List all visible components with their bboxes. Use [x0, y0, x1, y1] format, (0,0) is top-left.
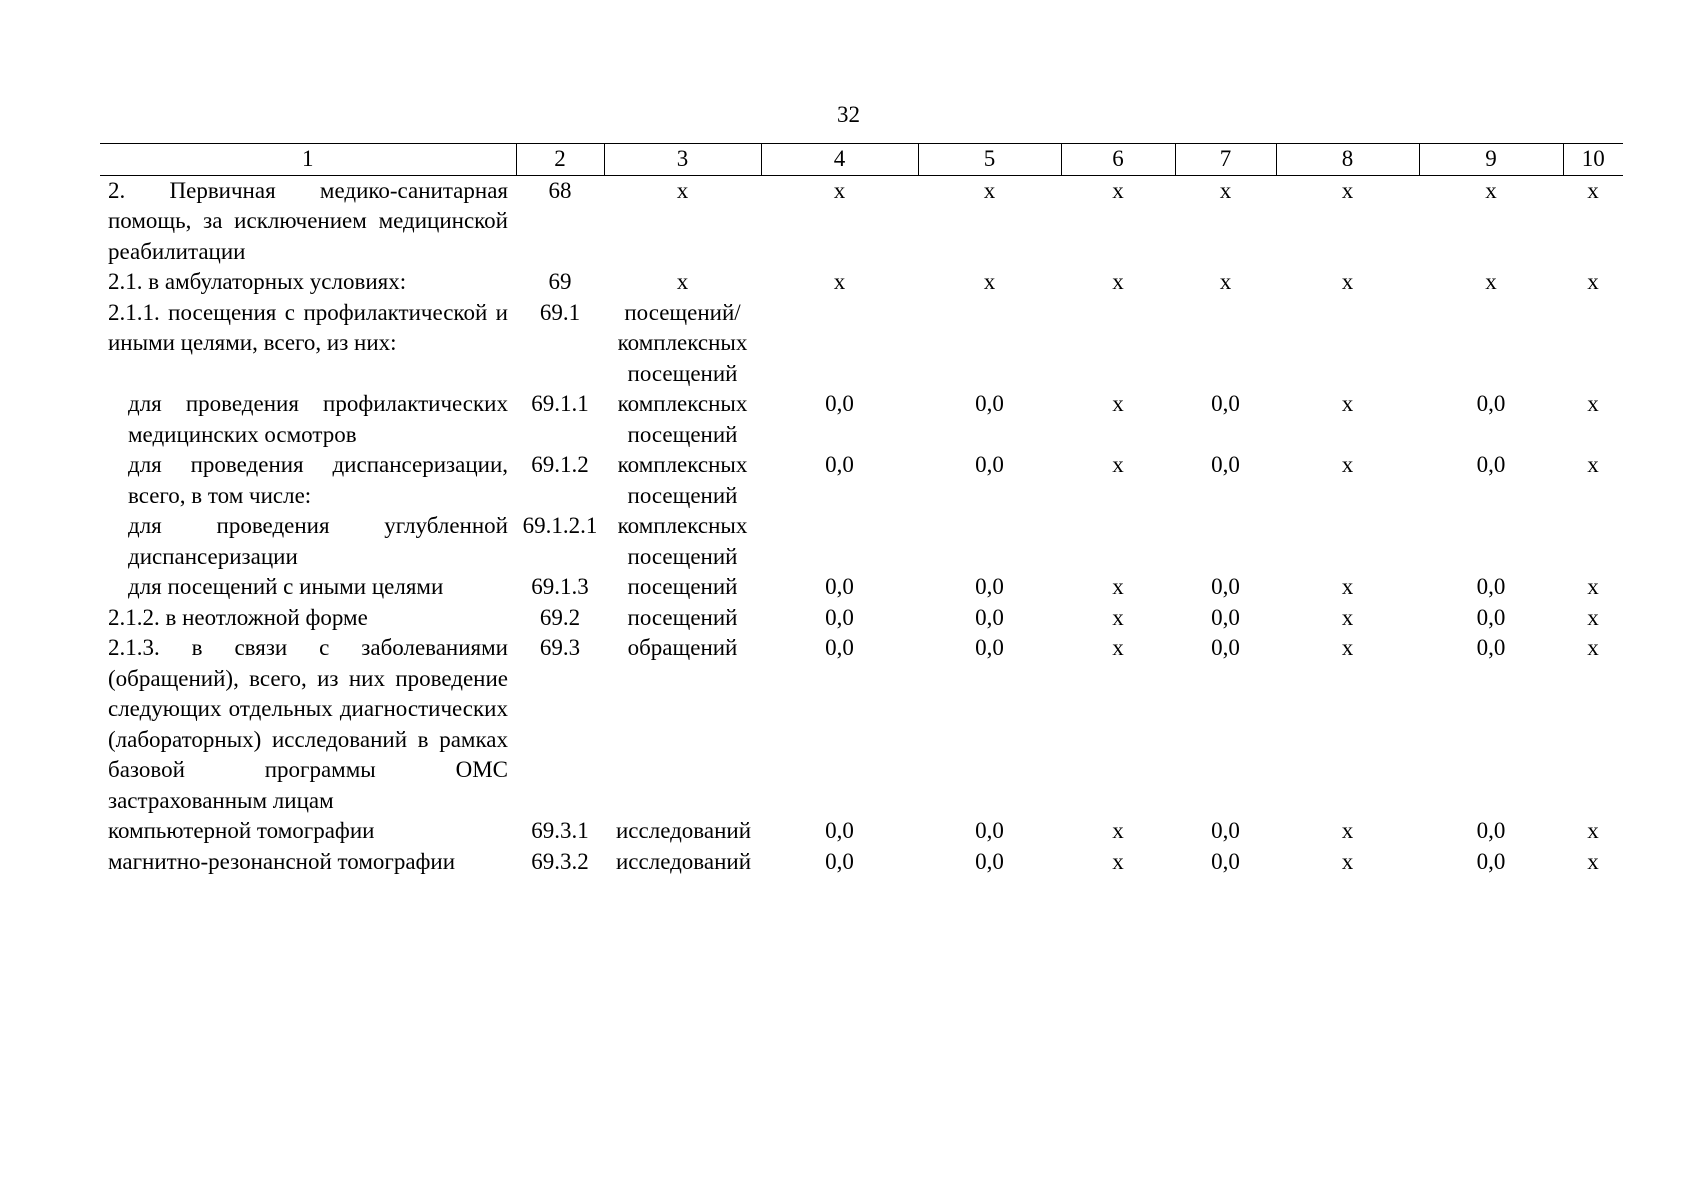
header-row	[100, 144, 1623, 176]
column-header: 8	[1276, 144, 1419, 176]
unit-cell: комплексных посещений	[617, 513, 748, 569]
value-cell: 0,0	[825, 604, 854, 630]
value-cell	[761, 298, 918, 390]
value-cell: 0,0	[825, 452, 854, 477]
row-name: 2.1.2. в неотложной форме	[108, 604, 368, 630]
unit-cell: комплексных посещений	[617, 452, 748, 508]
value-cell: х	[1587, 848, 1599, 874]
column-header: 9	[1419, 144, 1563, 176]
unit-cell: обращений	[627, 635, 738, 660]
row-name: компьютерной томографии	[108, 818, 375, 843]
unit-cell: исследований	[616, 848, 752, 874]
value-cell	[918, 511, 1061, 572]
value-cell: х	[1112, 635, 1124, 660]
value-cell: 0,0	[825, 635, 854, 660]
value-cell: х	[1341, 452, 1354, 477]
row-code: 68	[548, 177, 572, 203]
table-row	[100, 175, 1623, 267]
value-cell	[1563, 298, 1623, 390]
value-cell	[1061, 511, 1175, 572]
value-cell: х	[1587, 635, 1599, 660]
value-cell	[1061, 298, 1175, 390]
value-cell: 0,0	[1211, 452, 1240, 477]
column-header: 5	[918, 144, 1061, 176]
value-cell: 0,0	[975, 818, 1004, 843]
unit-cell: х	[676, 177, 689, 203]
unit-cell: комплексных посещений	[617, 391, 748, 447]
column-header: 7	[1175, 144, 1276, 176]
value-cell: х	[1341, 391, 1354, 416]
value-cell: 0,0	[1211, 635, 1240, 660]
value-cell: х	[1341, 604, 1354, 630]
row-name: 2.1.1. посещения с профилактической и иными целями, всего, из них:	[108, 299, 508, 355]
value-cell	[1419, 511, 1563, 572]
value-cell: 0,0	[1476, 391, 1506, 416]
row-name: для проведения профилактических медицинских осмотров	[128, 391, 508, 447]
value-cell: х	[1341, 818, 1354, 843]
table-row	[100, 389, 1623, 450]
row-code: 69.3.2	[531, 848, 589, 874]
value-cell: х	[1587, 604, 1599, 630]
value-cell: х	[833, 177, 846, 203]
value-cell: 0,0	[975, 391, 1004, 416]
table-row	[100, 633, 1623, 816]
value-cell: 0,0	[825, 391, 854, 416]
unit-cell: исследований	[616, 818, 752, 843]
value-cell: х	[1341, 635, 1354, 660]
value-cell: х	[1485, 177, 1497, 203]
value-cell: 0,0	[1476, 635, 1506, 660]
row-code: 69.3.1	[531, 818, 589, 843]
row-name: 2.1.3. в связи с заболеваниями (обращений), всего, из них проведение следующих отдельных диагностических (лабораторных) исследований в рамках базовой программы ОМС застрахованным лицам	[108, 635, 508, 813]
value-cell: х	[1112, 604, 1124, 630]
column-header: 4	[761, 144, 918, 176]
row-code: 69.1.2	[531, 452, 589, 477]
column-header: 6	[1061, 144, 1175, 176]
table-row	[100, 450, 1623, 511]
unit-cell: посещений	[627, 604, 738, 630]
row-code: 69.3	[539, 635, 581, 660]
value-cell: 0,0	[1211, 604, 1240, 630]
column-header: 10	[1563, 144, 1623, 176]
value-cell: х	[833, 269, 846, 294]
row-code: 69.1	[539, 299, 581, 325]
value-cell: х	[1341, 177, 1354, 203]
value-cell: 0,0	[1211, 818, 1240, 843]
value-cell: 0,0	[1476, 604, 1506, 630]
value-cell: 0,0	[825, 574, 854, 599]
value-cell: 0,0	[975, 452, 1004, 477]
value-cell: 0,0	[1476, 452, 1506, 477]
column-header: 3	[604, 144, 761, 176]
data-table	[100, 143, 1623, 877]
row-code: 69.1.2.1	[522, 513, 598, 538]
value-cell: х	[1341, 848, 1354, 874]
value-cell: 0,0	[975, 848, 1004, 874]
value-cell: х	[1112, 574, 1124, 599]
value-cell	[1419, 298, 1563, 390]
row-name: 2. Первичная медико-санитарная помощь, за исключением медицинской реабилитации	[108, 177, 508, 264]
value-cell	[1175, 511, 1276, 572]
unit-cell: х	[676, 269, 689, 294]
column-header: 1	[100, 144, 516, 176]
value-cell	[1276, 298, 1419, 390]
value-cell: 0,0	[1476, 848, 1506, 874]
value-cell: 0,0	[975, 574, 1004, 599]
value-cell	[1276, 511, 1419, 572]
row-code: 69	[548, 269, 572, 294]
value-cell	[918, 298, 1061, 390]
row-code: 69.1.3	[531, 574, 589, 599]
row-name: для проведения углубленной диспансеризации	[128, 513, 508, 569]
value-cell: х	[1587, 391, 1599, 416]
value-cell: х	[1587, 452, 1599, 477]
value-cell: х	[983, 269, 996, 294]
value-cell	[1175, 298, 1276, 390]
value-cell	[761, 511, 918, 572]
value-cell: 0,0	[1211, 574, 1240, 599]
table-row	[100, 267, 1623, 298]
value-cell: 0,0	[1211, 848, 1240, 874]
value-cell: х	[1485, 269, 1497, 294]
value-cell: х	[1219, 269, 1232, 294]
value-cell	[1563, 511, 1623, 572]
column-header: 2	[516, 144, 604, 176]
row-name: для посещений с иными целями	[128, 574, 444, 599]
table-row	[100, 816, 1623, 847]
table-row	[100, 603, 1623, 634]
unit-cell: посещений/ комплексных посещений	[617, 299, 748, 386]
value-cell: х	[1587, 177, 1599, 203]
value-cell: 0,0	[1476, 818, 1506, 843]
value-cell: х	[1341, 574, 1354, 599]
row-name: для проведения диспансеризации, всего, в том числе:	[128, 452, 508, 508]
value-cell: 0,0	[975, 635, 1004, 660]
page-number: 32	[837, 102, 860, 127]
value-cell: 0,0	[1211, 391, 1240, 416]
table-body	[100, 175, 1623, 877]
table-row	[100, 298, 1623, 390]
value-cell: 0,0	[825, 848, 854, 874]
value-cell: х	[1112, 269, 1124, 294]
row-name: 2.1. в амбулаторных условиях:	[108, 269, 407, 294]
value-cell: 0,0	[1476, 574, 1506, 599]
row-code: 69.1.1	[531, 391, 589, 416]
table-row	[100, 847, 1623, 878]
value-cell: х	[1112, 452, 1124, 477]
value-cell: х	[1112, 848, 1124, 874]
value-cell: х	[983, 177, 996, 203]
value-cell: 0,0	[825, 818, 854, 843]
row-code: 69.2	[539, 604, 581, 630]
table-row	[100, 572, 1623, 603]
table-row	[100, 511, 1623, 572]
value-cell: х	[1112, 818, 1124, 843]
value-cell: 0,0	[975, 604, 1004, 630]
unit-cell: посещений	[627, 574, 738, 599]
value-cell: х	[1587, 269, 1599, 294]
value-cell: х	[1112, 177, 1124, 203]
value-cell: х	[1341, 269, 1354, 294]
row-name: магнитно-резонансной томографии	[108, 848, 456, 874]
value-cell: х	[1587, 574, 1599, 599]
value-cell: х	[1112, 391, 1124, 416]
value-cell: х	[1219, 177, 1232, 203]
value-cell: х	[1587, 818, 1599, 843]
